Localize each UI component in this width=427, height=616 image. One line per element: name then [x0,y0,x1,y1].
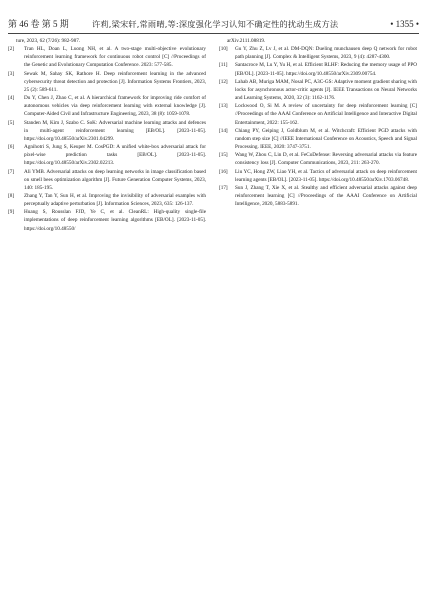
reference-list-right [219,45,417,208]
reference-text: Standen M, Kim J, Szabo C. SoK: Adversarial machine learning attacks and defences in multi-agent reinforcement learning [EB/OL]. [2023-11-05]. https://doi.org/10.48550/arXiv.2301.04299. [24,119,206,142]
header-rule [8,33,419,34]
reference-continuation: arXiv.2111.08819. [227,38,266,44]
reference-entry [8,192,206,208]
reference-number: [10] [219,46,228,53]
reference-text: Sewak M, Sahay SK, Rathore H. Deep reinforcement learning in the advanced cybersecurity threat detection and protection [J]. Information Systems Frontiers, 2023, 25 (2): 589-611. [24,70,206,93]
reference-entry [8,143,206,167]
reference-text: Tran HL, Doan L, Luong NH, et al. A two-stage multi-objective evolutionary reinforcement learning framework for continuous robot control [C] //Proceedings of the Genetic and Evolutionary Computation Conference. 2023: 577-585. [24,46,206,69]
reference-number: [2] [8,46,15,53]
reference-entry [219,151,417,167]
reference-text: Du Y, Chen J, Zhao C, et al. A hierarchical framework for improving ride comfort of autonomous vehicles via deep reinforcement learning with external knowledge [J]. Computer-Aided Civil and Infrastructure Engineering, 2023, 38 (8): 1059-1078. [24,95,206,118]
reference-text: Chiang PY, Geiping J, Goldblum M, et al. Witchcraft: Efficient PGD attacks with random step size [C] //IEEE International Conference on Acoustics, Speech and Signal Processing. IEEE, 2020: 3747-3751. [235,127,417,151]
reference-number: [7] [8,168,15,175]
reference-continuation: ture, 2023, 62 (7/26): 982-987. [16,38,81,44]
reference-entry [8,208,206,232]
references-right-column [219,37,417,208]
reference-number: [15] [219,152,228,159]
running-header [8,17,419,31]
reference-text: Sun J, Zhang T, Xie X, et al. Stealthy and efficient adversarial attacks against deep reinforcement learning [C] //Proceedings of the AAAI Conference on Artificial Intelligence, 2020, 5883-5891. [235,184,417,208]
page-number: • 1355 • [390,19,419,29]
reference-entry [219,61,417,77]
reference-text: Liu YC, Hong ZW, Liao YH, et al. Tactics of adversarial attack on deep reinforcement learning agents [EB/OL]. [2023-11-05]. https://doi.org/10.48550/arXiv.1703.06748. [235,168,417,183]
running-title: 许莉,梁宋轩,常雨晴,等:深度强化学习认知不确定性的扰动生成方法 [92,19,339,29]
reference-entry [219,184,417,208]
reference-text: Huang S, Rousslan FJD, Ye C, et al. CleanRL: High-quality single-file implementations of deep reinforcement learning algorithms [EB/OL]. [2023-11-05]. https://doi.org/10.48550/ [24,209,206,232]
references-left-column [8,37,206,233]
volume-issue: 第 46 卷 第 5 期 [8,19,69,29]
reference-number: [16] [219,168,228,175]
reference-number: [13] [219,103,228,110]
reference-text: Lockwood O, Si M. A review of uncertainty for deep reinforcement learning [C] //Proceedings of the AAAI Conference on Artificial Intelligence and Interactive Digital Entertainment, 2022: 155-162. [235,103,417,126]
reference-entry [8,45,206,69]
reference-entry [219,102,417,126]
reference-number: [14] [219,127,228,134]
reference-entry [219,45,417,61]
reference-number: [17] [219,184,228,191]
reference-text: Wang W, Zhou C, Lin D, et al. FeCoDefense: Reversing adversarial attacks via feature consistency loss [J]. Computer Communications, 2023, 211: 263-270. [235,152,417,167]
reference-number: [9] [8,209,15,216]
reference-entry [8,94,206,118]
reference-number: [3] [8,70,15,77]
reference-text: Agnihotri S, Jung S, Keuper M. CosPGD: A unified white-box adversarial attack for pixel-wise prediction tasks [EB/OL]. [2023-11-05]. https://doi.org/10.48550/arXiv.2302.02213. [24,144,206,167]
reference-number: [4] [8,95,15,102]
reference-number: [6] [8,144,15,151]
reference-text: Zhang Y, Tan Y, Sun H, et al. Improving the invisibility of adversarial examples with perceptually adaptive perturbation [J]. Information Sciences, 2023, 635: 126-137. [24,192,206,208]
reference-entry [8,70,206,94]
reference-text: Ali YMB. Adversarial attacks on deep learning networks in image classification based on smell bees optimization algorithm [J]. Future Generation Computer Systems, 2023, 140: 185-195. [24,168,206,191]
reference-number: [8] [8,192,15,199]
reference-entry [219,127,417,151]
reference-list-left [8,45,206,233]
reference-number: [12] [219,78,228,85]
reference-text: Gu Y, Zhu Z, Lv J, et al. DM-DQN: Dueling munchausen deep Q network for robot path planning [J]. Complex & Intelligent Systems, 2023, 9 (4): 4287-4300. [235,46,417,61]
reference-text: Santacroce M, Lu Y, Yu H, et al. Efficient RLHF: Reducing the memory usage of PPO [EB/OL]. [2023-11-05]. https://doi.org/10.48550/arXiv.2309.00754. [235,62,417,77]
reference-number: [11] [219,62,228,69]
reference-text: Lahab AB, Muriga MAM, Nosal PC, A3C-GS: Adaptive moment gradient sharing with locks for asynchronous actor-critic agents [J]. IEEE Transactions on Neural Networks and Learning Systems, 2020, 32 (3): 1162-1176. [235,78,417,102]
reference-entry [219,168,417,184]
reference-entry [8,119,206,143]
reference-entry [8,168,206,192]
reference-entry [219,78,417,102]
reference-number: [5] [8,119,15,126]
